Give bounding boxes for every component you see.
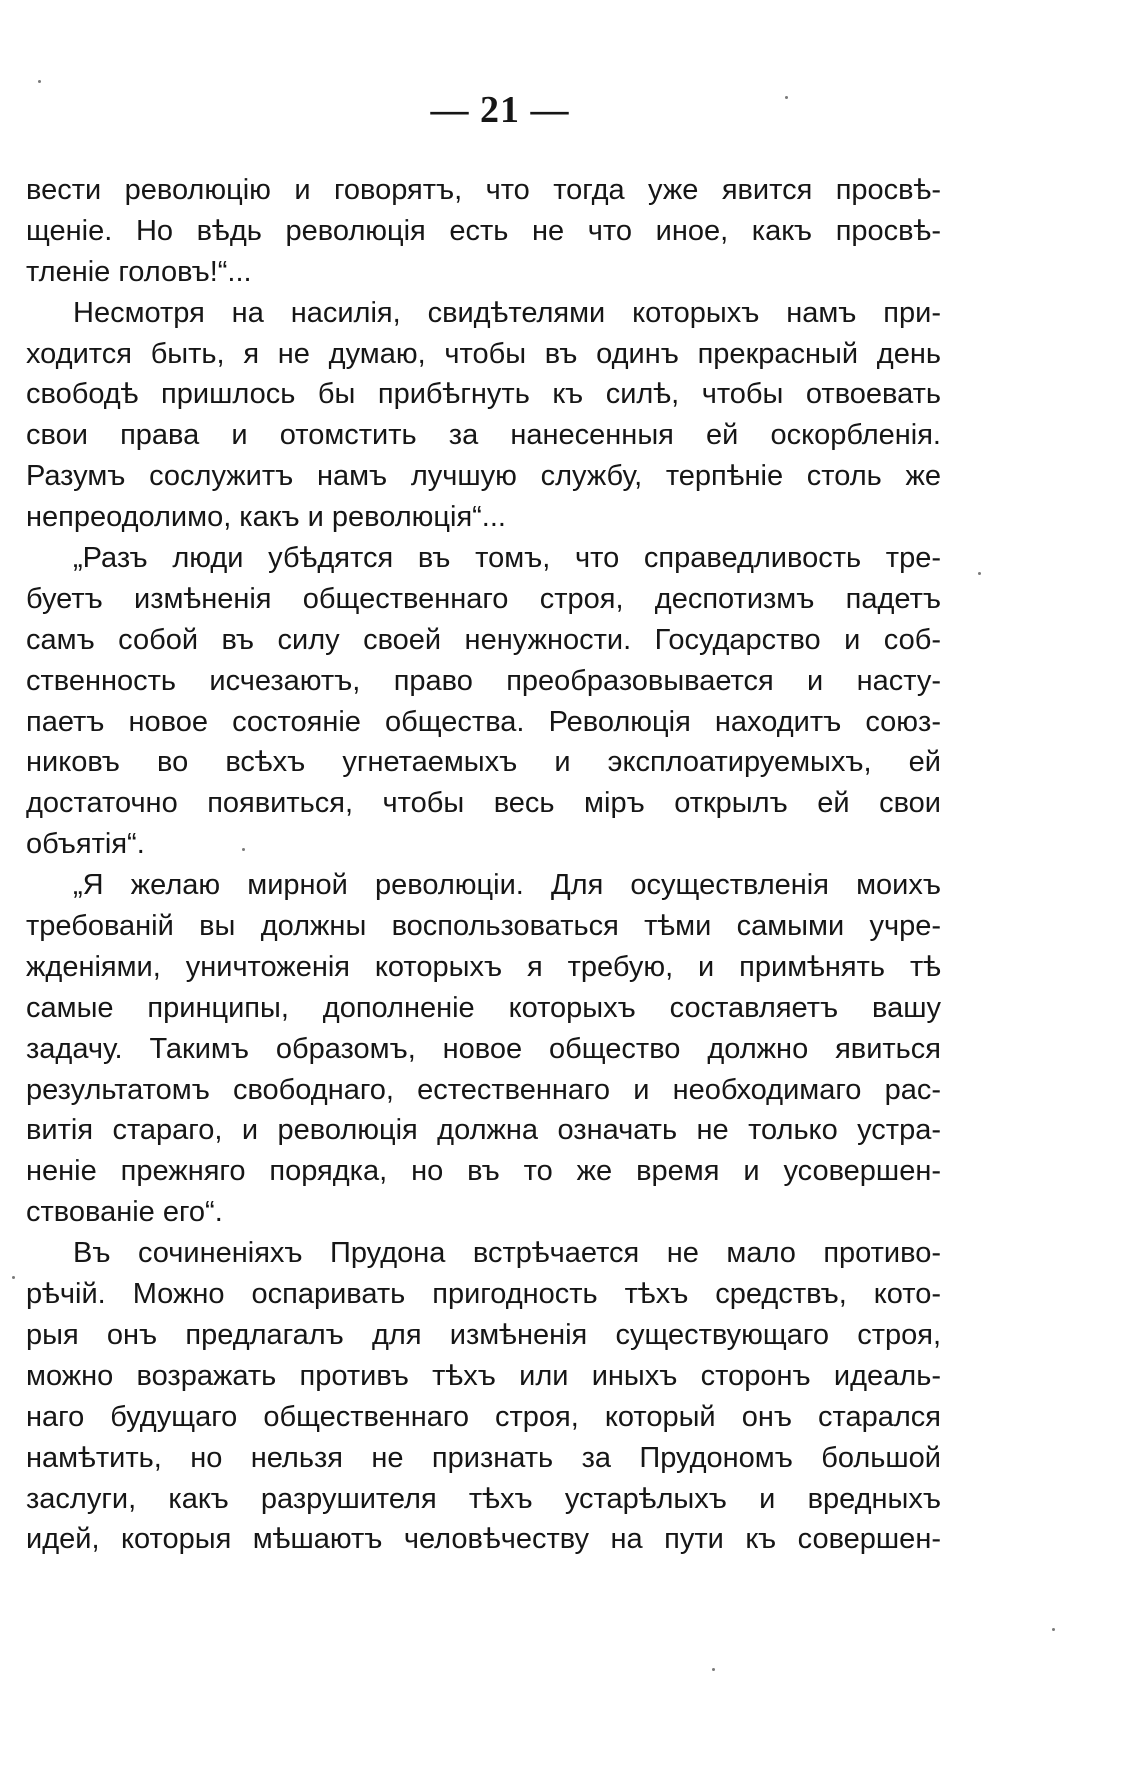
text-line: жденіями, уничтоженія которыхъ я требую, и примѣнять тѣ xyxy=(26,950,941,983)
text-line: результатомъ свободнаго, естественнаго и необходимаго рас- xyxy=(26,1073,941,1106)
text-line: самъ собой въ силу своей ненужности. Государство и соб- xyxy=(26,623,941,656)
page-number: — 21 — xyxy=(430,89,570,131)
text-line: буетъ измѣненія общественнаго строя, деспотизмъ падетъ xyxy=(26,582,941,615)
text-line: свободѣ пришлось бы прибѣгнуть къ силѣ, чтобы отвоевать xyxy=(26,378,941,411)
text-line: достаточно появиться, чтобы весь міръ открылъ ей свои xyxy=(26,787,941,820)
text-line: неніе прежняго порядка, но въ то же время и усовершен- xyxy=(26,1155,941,1188)
text-line: рѣчій. Можно оспаривать пригодность тѣхъ средствъ, кото- xyxy=(26,1278,941,1311)
text-line: наго будущаго общественнаго строя, который онъ старался xyxy=(26,1400,941,1433)
paragraph-first-line: Въ сочиненіяхъ Прудона встрѣчается не мало противо- xyxy=(73,1237,941,1270)
text-line: ходится быть, я не думаю, чтобы въ одинъ прекрасный день xyxy=(26,337,941,370)
text-line: можно возражать противъ тѣхъ или иныхъ сторонъ идеаль- xyxy=(26,1359,941,1392)
text-line: витія стараго, и революція должна означать не только устра- xyxy=(26,1114,941,1147)
text-line: самые принципы, дополненіе которыхъ составляетъ вашу xyxy=(26,991,941,1024)
text-line: требованій вы должны воспользоваться тѣми самыми учре- xyxy=(26,910,941,943)
text-line: паетъ новое состояніе общества. Революція находитъ союз- xyxy=(26,705,941,738)
scan-speck xyxy=(978,572,981,575)
text-line: ственность исчезаютъ, право преобразовывается и насту- xyxy=(26,664,941,697)
scan-speck xyxy=(38,80,41,83)
scan-speck xyxy=(712,1668,715,1671)
text-line: свои права и отомстить за нанесенныя ей оскорбленія. xyxy=(26,419,941,452)
text-line: Разумъ сослужитъ намъ лучшую службу, терпѣніе столь же xyxy=(26,460,941,493)
text-line: непреодолимо, какъ и революція“... xyxy=(26,501,506,534)
text-line: тленіе головъ!“... xyxy=(26,255,252,288)
paragraph-first-line: Несмотря на насилія, свидѣтелями которыхъ намъ при- xyxy=(73,296,941,329)
scan-speck xyxy=(242,848,245,851)
text-line: задачу. Такимъ образомъ, новое общество должно явиться xyxy=(26,1032,941,1065)
paragraph-first-line: „Я желаю мирной революціи. Для осуществленія моихъ xyxy=(73,869,941,902)
text-line: ствованіе его“. xyxy=(26,1196,223,1229)
text-line: никовъ во всѣхъ угнетаемыхъ и эксплоатируемыхъ, ей xyxy=(26,746,941,779)
scan-speck xyxy=(785,96,788,99)
scan-speck xyxy=(12,1276,15,1279)
body-text xyxy=(26,170,941,1560)
text-line: рыя онъ предлагалъ для измѣненія существующаго строя, xyxy=(26,1318,941,1351)
text-line: щеніе. Но вѣдь революція есть не что иное, какъ просвѣ- xyxy=(26,214,941,247)
text-line: объятія“. xyxy=(26,828,145,861)
text-line: вести революцію и говорятъ, что тогда уже явится просвѣ- xyxy=(26,174,941,206)
text-line: намѣтить, но нельзя не признать за Прудономъ большой xyxy=(26,1441,941,1474)
scan-speck xyxy=(1052,1628,1055,1631)
paragraph-first-line: „Разъ люди убѣдятся въ томъ, что справедливость тре- xyxy=(73,542,941,575)
text-line: заслуги, какъ разрушителя тѣхъ устарѣлыхъ и вредныхъ xyxy=(26,1482,941,1515)
text-line: идей, которыя мѣшаютъ человѣчеству на пути къ совершен- xyxy=(26,1523,941,1556)
